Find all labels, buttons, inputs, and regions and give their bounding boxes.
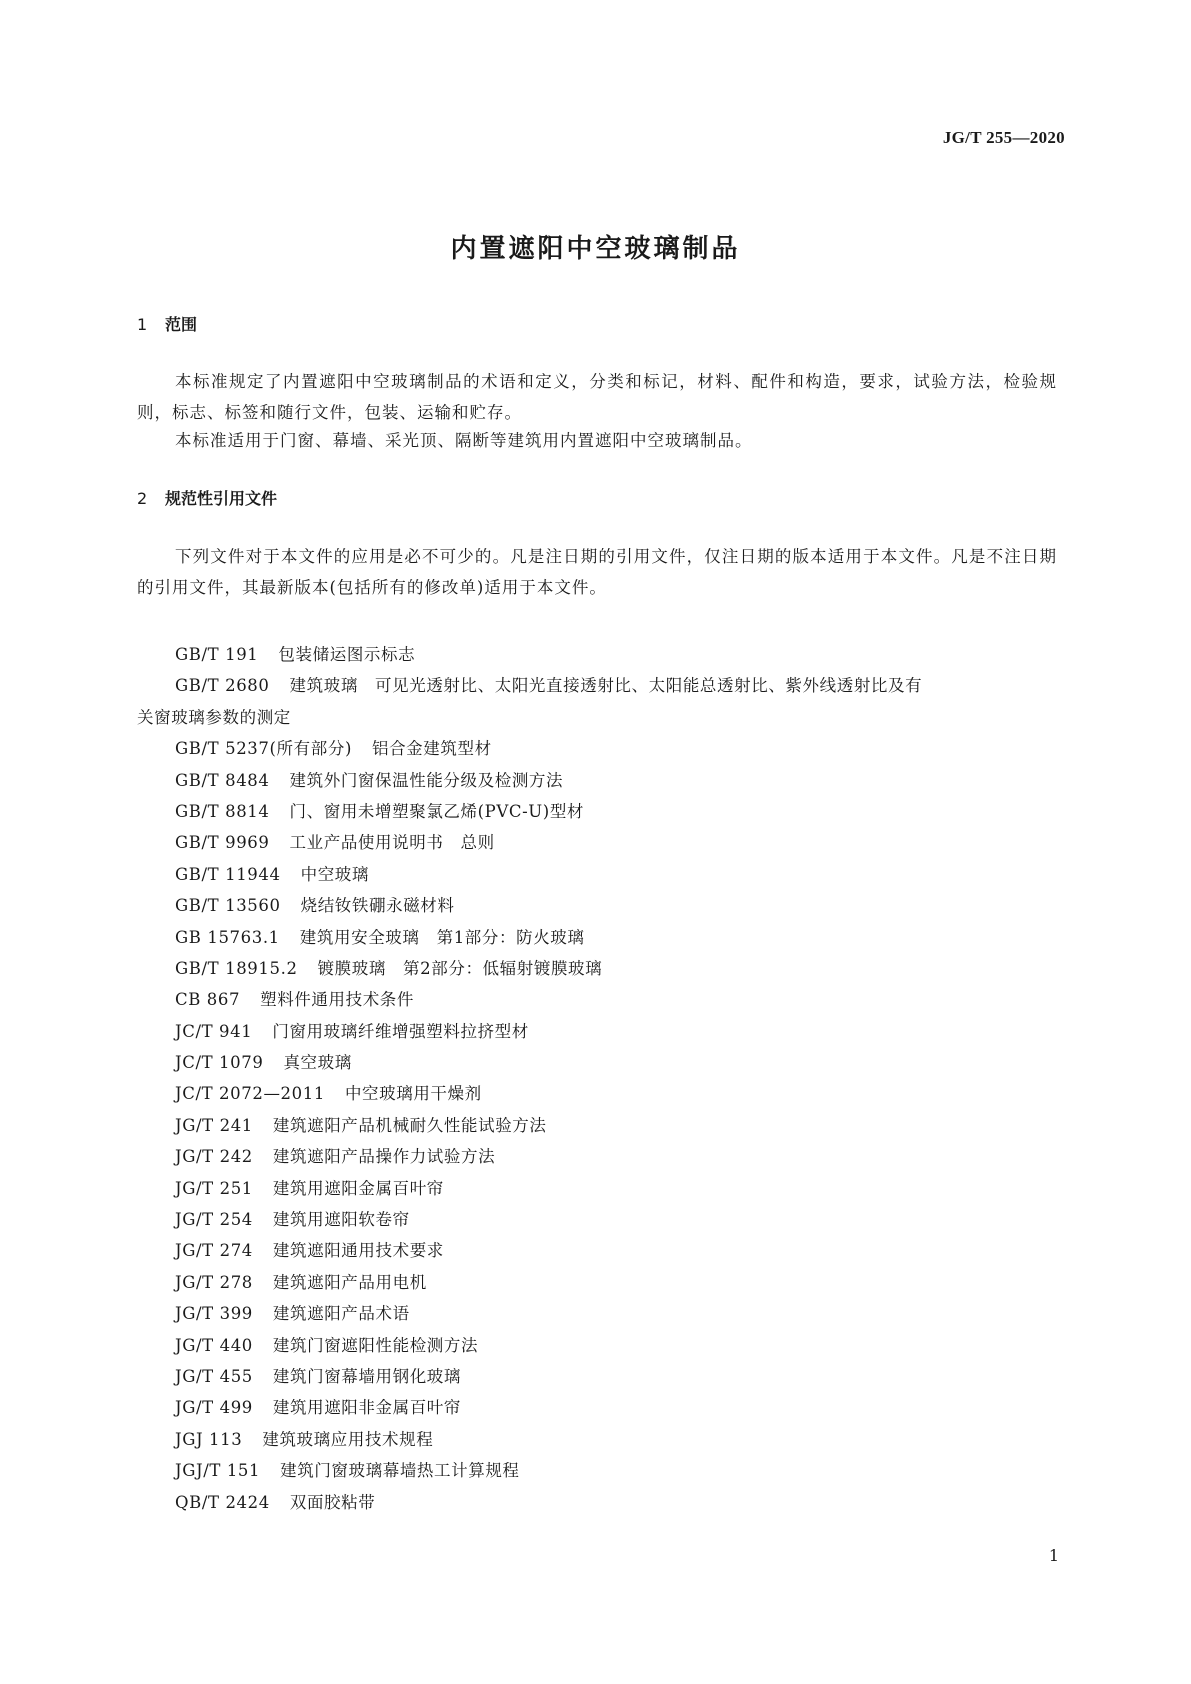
reference-code: JG/T 499 [175, 1398, 253, 1418]
reference-title: 建筑用遮阳金属百叶帘 [272, 1178, 444, 1198]
reference-title: 镀膜玻璃 第2部分：低辐射镀膜玻璃 [317, 958, 603, 978]
reference-title: 建筑遮阳产品操作力试验方法 [272, 1147, 496, 1167]
section-2-number: 2 [137, 489, 148, 508]
reference-code: GB 15763.1 [175, 927, 280, 947]
section-1-number: 1 [137, 315, 148, 334]
reference-title: 塑料件通用技术条件 [260, 990, 414, 1010]
section-2-intro: 下列文件对于本文件的应用是必不可少的。凡是注日期的引用文件，仅注日期的版本适用于本文件。凡是不注日期的引用文件，其最新版本(包括所有的修改单)适用于本文件。 [137, 547, 1057, 597]
reference-code: JC/T 2072—2011 [175, 1084, 325, 1104]
reference-item [175, 1204, 1065, 1235]
reference-item [175, 1141, 1065, 1172]
reference-item [175, 859, 1065, 890]
reference-code: JG/T 251 [175, 1178, 253, 1198]
standard-code: JG/T 255—2020 [942, 128, 1065, 147]
reference-title: 建筑用遮阳非金属百叶帘 [272, 1398, 462, 1418]
section-1-paragraph-1: 本标准规定了内置遮阳中空玻璃制品的术语和定义，分类和标记，材料、配件和构造，要求，试验方法，检验规则，标志、标签和随行文件，包装、运输和贮存。 [137, 372, 1057, 422]
reference-title: 门、窗用未增塑聚氯乙烯(PVC-U)型材 [289, 801, 585, 821]
reference-title: 双面胶粘带 [289, 1492, 376, 1512]
reference-title: 建筑用安全玻璃 第1部分：防火玻璃 [299, 927, 585, 947]
reference-item [175, 1047, 1065, 1078]
reference-item [175, 953, 1065, 984]
reference-list [137, 639, 1065, 1518]
reference-title: 中空玻璃 [300, 864, 370, 884]
reference-title: 门窗用玻璃纤维增强塑料拉挤型材 [272, 1021, 529, 1041]
section-2-title: 规范性引用文件 [165, 489, 278, 508]
reference-title-continuation: 关窗玻璃参数的测定 [137, 707, 291, 727]
page-number: 1 [1048, 1546, 1059, 1565]
reference-title: 建筑玻璃应用技术规程 [262, 1429, 434, 1449]
reference-code: JG/T 278 [175, 1272, 253, 1292]
reference-item [175, 922, 1065, 953]
reference-title: 建筑门窗幕墙用钢化玻璃 [272, 1366, 462, 1386]
reference-code: JG/T 455 [175, 1366, 253, 1386]
reference-item [175, 1424, 1065, 1455]
reference-item [175, 827, 1065, 858]
reference-title: 建筑门窗玻璃幕墙热工计算规程 [280, 1461, 520, 1481]
reference-item [175, 1267, 1065, 1298]
reference-code: GB/T 8484 [175, 770, 270, 790]
reference-item [175, 890, 1065, 921]
section-1-heading [137, 312, 197, 335]
reference-item [175, 1110, 1065, 1141]
reference-title: 建筑遮阳通用技术要求 [272, 1241, 444, 1261]
reference-code: GB/T 13560 [175, 896, 281, 916]
reference-code: JC/T 941 [175, 1021, 253, 1041]
section-1-paragraph-2: 本标准适用于门窗、幕墙、采光顶、隔断等建筑用内置遮阳中空玻璃制品。 [175, 431, 753, 450]
reference-item [175, 1361, 1065, 1392]
reference-item [175, 1330, 1065, 1361]
reference-title: 建筑用遮阳软卷帘 [272, 1210, 410, 1230]
reference-title: 包装储运图示标志 [278, 645, 416, 664]
reference-code: JGJ/T 151 [175, 1461, 261, 1481]
reference-code: JGJ 113 [175, 1429, 243, 1449]
section-1-title: 范围 [165, 315, 198, 334]
reference-code: JG/T 242 [175, 1147, 253, 1167]
reference-title: 建筑遮阳产品机械耐久性能试验方法 [272, 1115, 547, 1135]
reference-title: 真空玻璃 [283, 1053, 352, 1073]
reference-item [175, 1298, 1065, 1329]
reference-code: JG/T 254 [175, 1210, 253, 1230]
reference-title: 建筑遮阳产品用电机 [272, 1272, 427, 1292]
reference-code: GB/T 18915.2 [175, 958, 298, 978]
reference-code: JC/T 1079 [175, 1053, 264, 1073]
reference-title: 铝合金建筑型材 [371, 739, 492, 759]
reference-code: GB/T 2680 [175, 676, 270, 696]
reference-item [175, 733, 1065, 764]
reference-title: 中空玻璃用干燥剂 [344, 1084, 482, 1104]
reference-title: 烧结钕铁硼永磁材料 [300, 896, 455, 916]
reference-code: GB/T 5237(所有部分) [175, 739, 352, 759]
reference-item [175, 1173, 1065, 1204]
reference-item [175, 670, 1065, 701]
reference-item [175, 639, 1065, 670]
section-2-heading [137, 486, 277, 509]
reference-title: 建筑外门窗保温性能分级及检测方法 [289, 770, 564, 790]
reference-item [175, 1078, 1065, 1109]
reference-code: JG/T 440 [175, 1335, 253, 1355]
reference-code: JG/T 241 [175, 1115, 253, 1135]
reference-item [175, 765, 1065, 796]
reference-item [175, 1016, 1065, 1047]
reference-code: JG/T 274 [175, 1241, 253, 1261]
reference-title: 工业产品使用说明书 总则 [289, 833, 495, 853]
reference-code: GB/T 8814 [175, 801, 270, 821]
reference-item [175, 984, 1065, 1015]
reference-code: GB/T 9969 [175, 833, 270, 853]
reference-code: GB/T 11944 [175, 864, 281, 884]
reference-item [175, 1392, 1065, 1423]
reference-title: 建筑遮阳产品术语 [272, 1304, 410, 1324]
reference-item [175, 1487, 1065, 1518]
reference-code: QB/T 2424 [175, 1492, 270, 1512]
document-title: 内置遮阳中空玻璃制品 [450, 234, 741, 264]
reference-item [175, 1455, 1065, 1486]
reference-code: GB/T 191 [175, 645, 259, 664]
reference-item [175, 796, 1065, 827]
reference-title: 建筑玻璃 可见光透射比、太阳光直接透射比、太阳能总透射比、紫外线透射比及有 [289, 676, 923, 696]
reference-code: CB 867 [175, 990, 241, 1010]
reference-item [175, 1235, 1065, 1266]
reference-title: 建筑门窗遮阳性能检测方法 [272, 1335, 479, 1355]
reference-code: JG/T 399 [175, 1304, 253, 1324]
